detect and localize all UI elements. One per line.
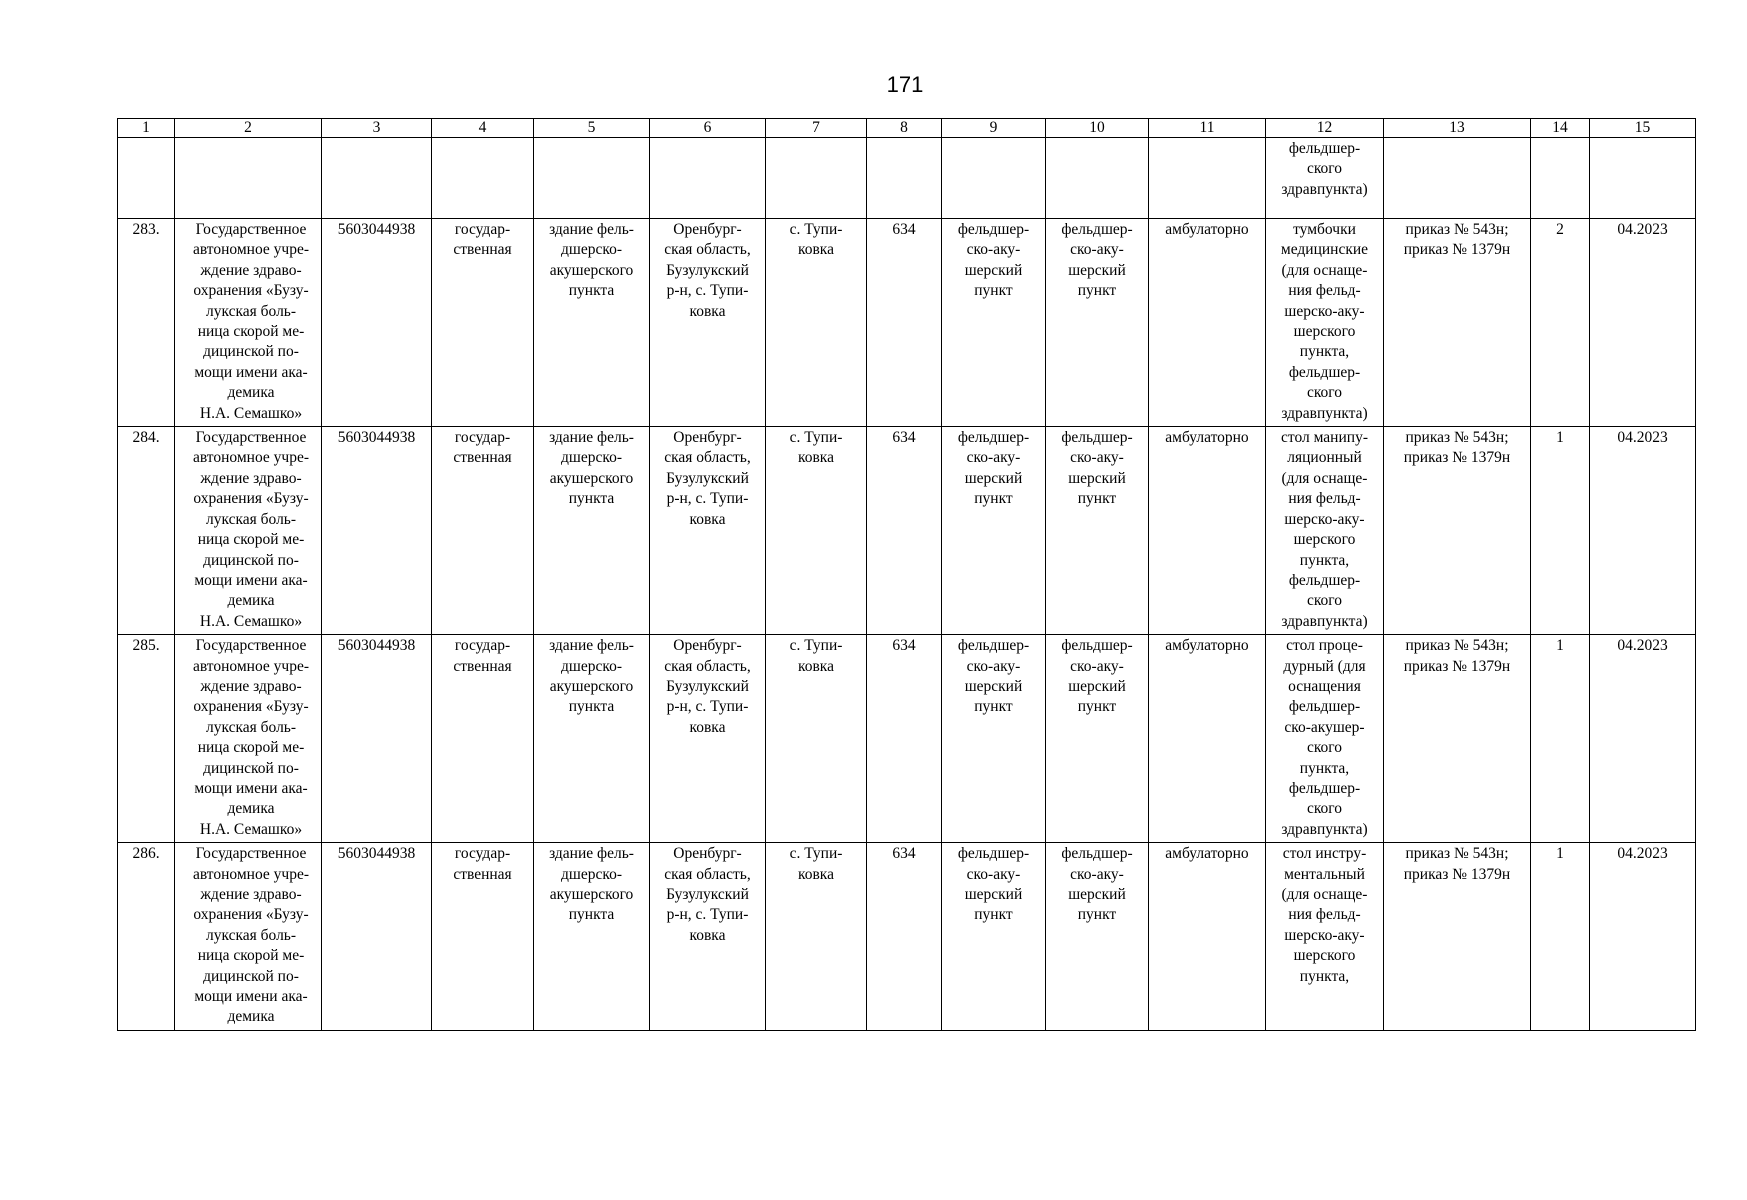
cell-line: пункт <box>974 490 1013 508</box>
cell-line: приказ № 543н; <box>1405 221 1509 238</box>
cell-line: ственная <box>453 865 512 883</box>
table-row <box>118 427 1696 635</box>
cell-line: ственная <box>453 241 512 259</box>
cell-line: акушерского <box>549 677 634 695</box>
page-number: 171 <box>886 72 924 97</box>
table-cell <box>650 138 766 219</box>
ownership-form-cell <box>432 635 534 843</box>
cell-line: фельдшер- <box>1288 571 1361 589</box>
quantity-cell: 1 <box>1531 843 1590 1031</box>
cell-line: акушерского <box>549 469 634 487</box>
cell-line: пункта <box>568 906 615 924</box>
cell-line: фельдшер- <box>957 429 1030 447</box>
cell-line: автономное учре- <box>192 865 309 883</box>
cell-line: ница скорой ме- <box>197 531 305 549</box>
cell-line: пункт <box>1077 490 1117 508</box>
cell-line: ская область, <box>664 241 751 259</box>
cell-line: дшерско- <box>561 449 622 467</box>
object-name-cell <box>534 219 650 427</box>
cell-line: пункта, <box>1299 343 1350 361</box>
cell-line: демика <box>227 592 275 610</box>
cell-line: демика <box>227 384 275 402</box>
cell-line: ментальный <box>1284 865 1365 883</box>
table-cell <box>534 138 650 219</box>
code-cell: 634 <box>867 219 942 427</box>
organization-name-cell <box>175 635 322 843</box>
facility-type-cell <box>942 219 1046 427</box>
cell-line: шерский <box>964 261 1023 279</box>
row-number-cell: 286. <box>118 843 175 1031</box>
cell-line: фельдшер- <box>1288 698 1361 716</box>
cell-line: стол манипу- <box>1281 429 1368 447</box>
cell-line: здание фель- <box>549 221 634 238</box>
cell-line: ковка <box>798 449 834 467</box>
column-number-cell: 5 <box>534 119 650 138</box>
column-number-cell: 12 <box>1266 119 1384 138</box>
column-number-cell: 2 <box>175 119 322 138</box>
cell-line: фельдшер- <box>1061 637 1133 655</box>
cell-line: ского <box>1306 160 1343 178</box>
cell-line: ско-аку- <box>1070 449 1124 467</box>
equipment-item-cell <box>1266 219 1384 427</box>
date-cell: 04.2023 <box>1590 427 1696 635</box>
column-number-cell: 3 <box>322 119 432 138</box>
cell-line: ского <box>1306 592 1343 610</box>
equipment-item-cell <box>1266 843 1384 1031</box>
unit-name-cell <box>1046 635 1149 843</box>
cell-line: здравпункта) <box>1281 612 1368 630</box>
address-cell <box>650 427 766 635</box>
cell-line: демика <box>227 800 275 818</box>
cell-line: ния фельд- <box>1288 906 1361 924</box>
address-cell <box>650 219 766 427</box>
cell-line: ковка <box>689 718 726 736</box>
facility-type-cell <box>942 427 1046 635</box>
column-number-row <box>118 119 1696 138</box>
cell-line: ждение здраво- <box>200 469 302 487</box>
cell-line: шерский <box>1068 886 1126 903</box>
cell-line: Оренбург- <box>673 429 742 447</box>
table-cell <box>1046 138 1149 219</box>
equipment-item-cell <box>1266 427 1384 635</box>
column-number-cell: 7 <box>766 119 867 138</box>
cell-line: ского <box>1306 800 1343 818</box>
cell-line: фельдшер- <box>957 221 1030 238</box>
cell-line: пункта, <box>1299 967 1350 985</box>
unit-name-cell <box>1046 219 1149 427</box>
inn-cell: 5603044938 <box>322 427 432 635</box>
cell-line: приказ № 543н; <box>1405 429 1509 447</box>
row-number-cell: 283. <box>118 219 175 427</box>
cell-line: ско-аку- <box>1070 241 1124 259</box>
cell-line: приказ № 1379н <box>1403 865 1511 883</box>
settlement-cell <box>766 427 867 635</box>
cell-line: фельдшер- <box>1061 221 1133 238</box>
table-cell <box>1384 138 1531 219</box>
cell-line: государ- <box>454 637 511 655</box>
cell-line: ждение здраво- <box>200 261 302 279</box>
object-name-cell <box>534 843 650 1031</box>
cell-line: мощи имени ака- <box>194 571 308 589</box>
cell-line: ственная <box>453 657 512 675</box>
ownership-form-cell <box>432 219 534 427</box>
cell-line: пункт <box>1077 698 1117 716</box>
table-cell <box>322 138 432 219</box>
cell-line: ковка <box>689 510 726 528</box>
cell-line: лукская боль- <box>205 302 297 320</box>
cell-line: автономное учре- <box>192 449 309 467</box>
cell-line: ждение здраво- <box>200 886 302 903</box>
cell-line: р-н, с. Тупи- <box>666 282 749 300</box>
cell-line: шерского <box>1293 947 1356 965</box>
cell-line: фельдшер- <box>1288 779 1361 797</box>
cell-line: лукская боль- <box>205 718 297 736</box>
order-reference-cell <box>1384 219 1531 427</box>
cell-line: с. Тупи- <box>789 429 843 447</box>
cell-line: ско-акушер- <box>1284 718 1365 736</box>
cell-line: Бузулукский <box>666 261 749 279</box>
order-reference-cell <box>1384 427 1531 635</box>
cell-line: приказ № 1379н <box>1403 241 1511 259</box>
inn-cell: 5603044938 <box>322 843 432 1031</box>
conditions-cell: амбулаторно <box>1149 843 1266 1031</box>
cell-line: дицинской по- <box>203 343 299 361</box>
inn-cell: 5603044938 <box>322 635 432 843</box>
column-number-cell: 6 <box>650 119 766 138</box>
quantity-cell: 1 <box>1531 635 1590 843</box>
cell-line: Н.А. Семашко» <box>199 820 303 838</box>
cell-line: пункт <box>1077 282 1117 300</box>
order-reference-cell <box>1384 635 1531 843</box>
cell-line: Государственное <box>195 429 307 447</box>
cell-line: ковка <box>689 926 726 944</box>
cell-line: р-н, с. Тупи- <box>666 698 749 716</box>
table-cell <box>942 138 1046 219</box>
date-cell: 04.2023 <box>1590 219 1696 427</box>
table-cell <box>1590 138 1696 219</box>
cell-line: Государственное <box>195 221 307 238</box>
cell-line: шерско-аку- <box>1284 302 1365 320</box>
table-cell <box>766 138 867 219</box>
cell-line: лукская боль- <box>205 510 297 528</box>
table-cell <box>1531 138 1590 219</box>
cell-line: ственная <box>453 449 512 467</box>
cell-line: ница скорой ме- <box>197 323 305 341</box>
cell-line: охранения «Бузу- <box>193 282 309 300</box>
cell-line: автономное учре- <box>192 657 309 675</box>
date-cell: 04.2023 <box>1590 843 1696 1031</box>
cell-line: ница скорой ме- <box>197 947 305 965</box>
table-cell <box>432 138 534 219</box>
equipment-item-cell <box>1266 635 1384 843</box>
facility-type-cell <box>942 843 1046 1031</box>
cell-line: пункта <box>568 698 615 716</box>
cell-line: р-н, с. Тупи- <box>666 906 749 924</box>
cell-line: пункта <box>568 282 615 300</box>
cell-line: демика <box>227 1008 275 1026</box>
conditions-cell: амбулаторно <box>1149 219 1266 427</box>
cell-line: фельдшер- <box>1061 429 1133 447</box>
cell-line: здравпункта) <box>1281 180 1368 198</box>
cell-line: пункт <box>974 906 1013 924</box>
unit-name-cell <box>1046 427 1149 635</box>
organization-name-cell <box>175 219 322 427</box>
table-cell <box>1149 138 1266 219</box>
cell-line: акушерского <box>549 886 634 903</box>
organization-name-cell <box>175 843 322 1031</box>
code-cell: 634 <box>867 427 942 635</box>
column-number-cell: 1 <box>118 119 175 138</box>
cell-line: фельдшер- <box>1288 363 1361 381</box>
inn-cell: 5603044938 <box>322 219 432 427</box>
cell-line: пункта, <box>1299 551 1350 569</box>
cell-line: стол проце- <box>1286 637 1363 655</box>
cell-line: государ- <box>454 221 511 238</box>
table-body <box>118 119 1696 1031</box>
code-cell: 634 <box>867 635 942 843</box>
cell-line: ния фельд- <box>1288 282 1361 300</box>
cell-line: дшерско- <box>561 657 622 675</box>
cell-line: ния фельд- <box>1288 490 1361 508</box>
table-row <box>118 843 1696 1031</box>
cell-line: охранения «Бузу- <box>193 490 309 508</box>
cell-line: приказ № 1379н <box>1403 449 1511 467</box>
cell-line: ковка <box>798 657 834 675</box>
cell-line: шерский <box>964 677 1023 695</box>
cell-line: ская область, <box>664 865 751 883</box>
column-number-cell: 10 <box>1046 119 1149 138</box>
cell-line: охранения «Бузу- <box>193 698 309 716</box>
cell-line: ковка <box>689 302 726 320</box>
table-cell <box>867 138 942 219</box>
cell-line: ско-аку- <box>966 657 1021 675</box>
cell-line: фельдшер- <box>1061 845 1133 863</box>
quantity-cell: 2 <box>1531 219 1590 427</box>
cell-line: ждение здраво- <box>200 677 302 695</box>
cell-line: Оренбург- <box>673 221 742 238</box>
cell-line: (для оснаще- <box>1281 261 1368 279</box>
conditions-cell: амбулаторно <box>1149 427 1266 635</box>
cell-line: мощи имени ака- <box>194 779 308 797</box>
cell-line: пункт <box>974 698 1013 716</box>
cell-line: медицинские <box>1280 241 1369 259</box>
cell-line: приказ № 543н; <box>1405 845 1509 863</box>
cell-line: дурный (для <box>1283 657 1366 675</box>
cell-line: Государственное <box>195 637 307 655</box>
cell-line: фельдшер- <box>957 845 1030 863</box>
cell-line: Оренбург- <box>673 845 742 863</box>
column-number-cell: 9 <box>942 119 1046 138</box>
settlement-cell <box>766 219 867 427</box>
cell-line: ковка <box>798 865 834 883</box>
ownership-form-cell <box>432 427 534 635</box>
cell-line: фельдшер- <box>1288 140 1361 157</box>
cell-line: р-н, с. Тупи- <box>666 490 749 508</box>
column-number-cell: 15 <box>1590 119 1696 138</box>
cell-line: шерский <box>964 886 1023 903</box>
column-number-cell: 13 <box>1384 119 1531 138</box>
cell-line: пункт <box>1077 906 1117 924</box>
cell-line: шерский <box>964 469 1023 487</box>
cell-line: охранения «Бузу- <box>193 906 309 924</box>
cell-line: дшерско- <box>561 241 622 259</box>
cell-line: ляционный <box>1287 449 1362 467</box>
unit-name-cell <box>1046 843 1149 1031</box>
settlement-cell <box>766 843 867 1031</box>
cell-line: оснащения <box>1288 677 1361 695</box>
address-cell <box>650 843 766 1031</box>
cell-line: шерско-аку- <box>1284 510 1365 528</box>
cell-line: дицинской по- <box>203 759 299 777</box>
table-row <box>118 635 1696 843</box>
cell-line: ского <box>1306 739 1343 757</box>
cell-line: автономное учре- <box>192 241 309 259</box>
conditions-cell: амбулаторно <box>1149 635 1266 843</box>
cell-line: Бузулукский <box>666 469 749 487</box>
continuation-row <box>118 138 1696 219</box>
register-table <box>117 118 1696 1031</box>
cell-line: шерского <box>1293 531 1356 549</box>
order-reference-cell <box>1384 843 1531 1031</box>
column-number-cell: 11 <box>1149 119 1266 138</box>
cell-line: государ- <box>454 845 511 863</box>
cell-line: ско-аку- <box>966 241 1021 259</box>
cell-line: с. Тупи- <box>789 221 843 238</box>
column-number-cell: 4 <box>432 119 534 138</box>
column-number-cell: 14 <box>1531 119 1590 138</box>
row-number-cell: 285. <box>118 635 175 843</box>
cell-line: здание фель- <box>549 845 634 863</box>
cell-line: дицинской по- <box>203 967 299 985</box>
cell-line: государ- <box>454 429 511 447</box>
cell-line: ского <box>1306 384 1343 402</box>
cell-line: ница скорой ме- <box>197 739 305 757</box>
cell-line: шерский <box>1068 469 1126 487</box>
cell-line: лукская боль- <box>205 926 297 944</box>
cell-line: ско-аку- <box>1070 657 1124 675</box>
date-cell: 04.2023 <box>1590 635 1696 843</box>
cell-line: Оренбург- <box>673 637 742 655</box>
cell-line: шерский <box>1068 677 1126 695</box>
cell-line: стол инстру- <box>1282 845 1367 863</box>
cell-line: ско-аку- <box>966 865 1021 883</box>
ownership-form-cell <box>432 843 534 1031</box>
cell-line: дицинской по- <box>203 551 299 569</box>
code-cell: 634 <box>867 843 942 1031</box>
cell-line: (для оснаще- <box>1281 886 1368 903</box>
cell-line: пункта, <box>1299 759 1350 777</box>
facility-type-cell <box>942 635 1046 843</box>
cell-line: Бузулукский <box>666 677 749 695</box>
cell-line: шерский <box>1068 261 1126 279</box>
cell-line: Бузулукский <box>666 886 749 903</box>
cell-line: с. Тупи- <box>789 637 843 655</box>
cell-line: фельдшер- <box>957 637 1030 655</box>
cell-line: ская область, <box>664 449 751 467</box>
cell-line: здание фель- <box>549 637 634 655</box>
cell-line: пункта <box>568 490 615 508</box>
cell-line: Н.А. Семашко» <box>199 612 303 630</box>
cell-line: Государственное <box>195 845 307 863</box>
cell-line: дшерско- <box>561 865 622 883</box>
table-cell <box>175 138 322 219</box>
object-name-cell <box>534 427 650 635</box>
table-row <box>118 219 1696 427</box>
quantity-cell: 1 <box>1531 427 1590 635</box>
cell-line: с. Тупи- <box>789 845 843 863</box>
cell-line: шерского <box>1293 323 1356 341</box>
cell-line: приказ № 543н; <box>1405 637 1509 655</box>
cell-line: здравпункта) <box>1281 820 1368 838</box>
cell-line: акушерского <box>549 261 634 279</box>
address-cell <box>650 635 766 843</box>
cell-line: тумбочки <box>1293 221 1356 238</box>
cell-line: пункт <box>974 282 1013 300</box>
object-name-cell <box>534 635 650 843</box>
cell-line: мощи имени ака- <box>194 363 308 381</box>
cell-line: здравпункта) <box>1281 404 1368 422</box>
cell-line: мощи имени ака- <box>194 988 308 1006</box>
table-cell <box>1266 138 1384 219</box>
cell-line: Н.А. Семашко» <box>199 404 303 422</box>
cell-line: шерско-аку- <box>1284 926 1365 944</box>
column-number-cell: 8 <box>867 119 942 138</box>
cell-line: (для оснаще- <box>1281 469 1368 487</box>
cell-line: ско-аку- <box>966 449 1021 467</box>
cell-line: ско-аку- <box>1070 865 1124 883</box>
row-number-cell: 284. <box>118 427 175 635</box>
settlement-cell <box>766 635 867 843</box>
table-cell <box>118 138 175 219</box>
organization-name-cell <box>175 427 322 635</box>
cell-line: ская область, <box>664 657 751 675</box>
cell-line: здание фель- <box>549 429 634 447</box>
cell-line: ковка <box>798 241 834 259</box>
cell-line: приказ № 1379н <box>1403 657 1511 675</box>
